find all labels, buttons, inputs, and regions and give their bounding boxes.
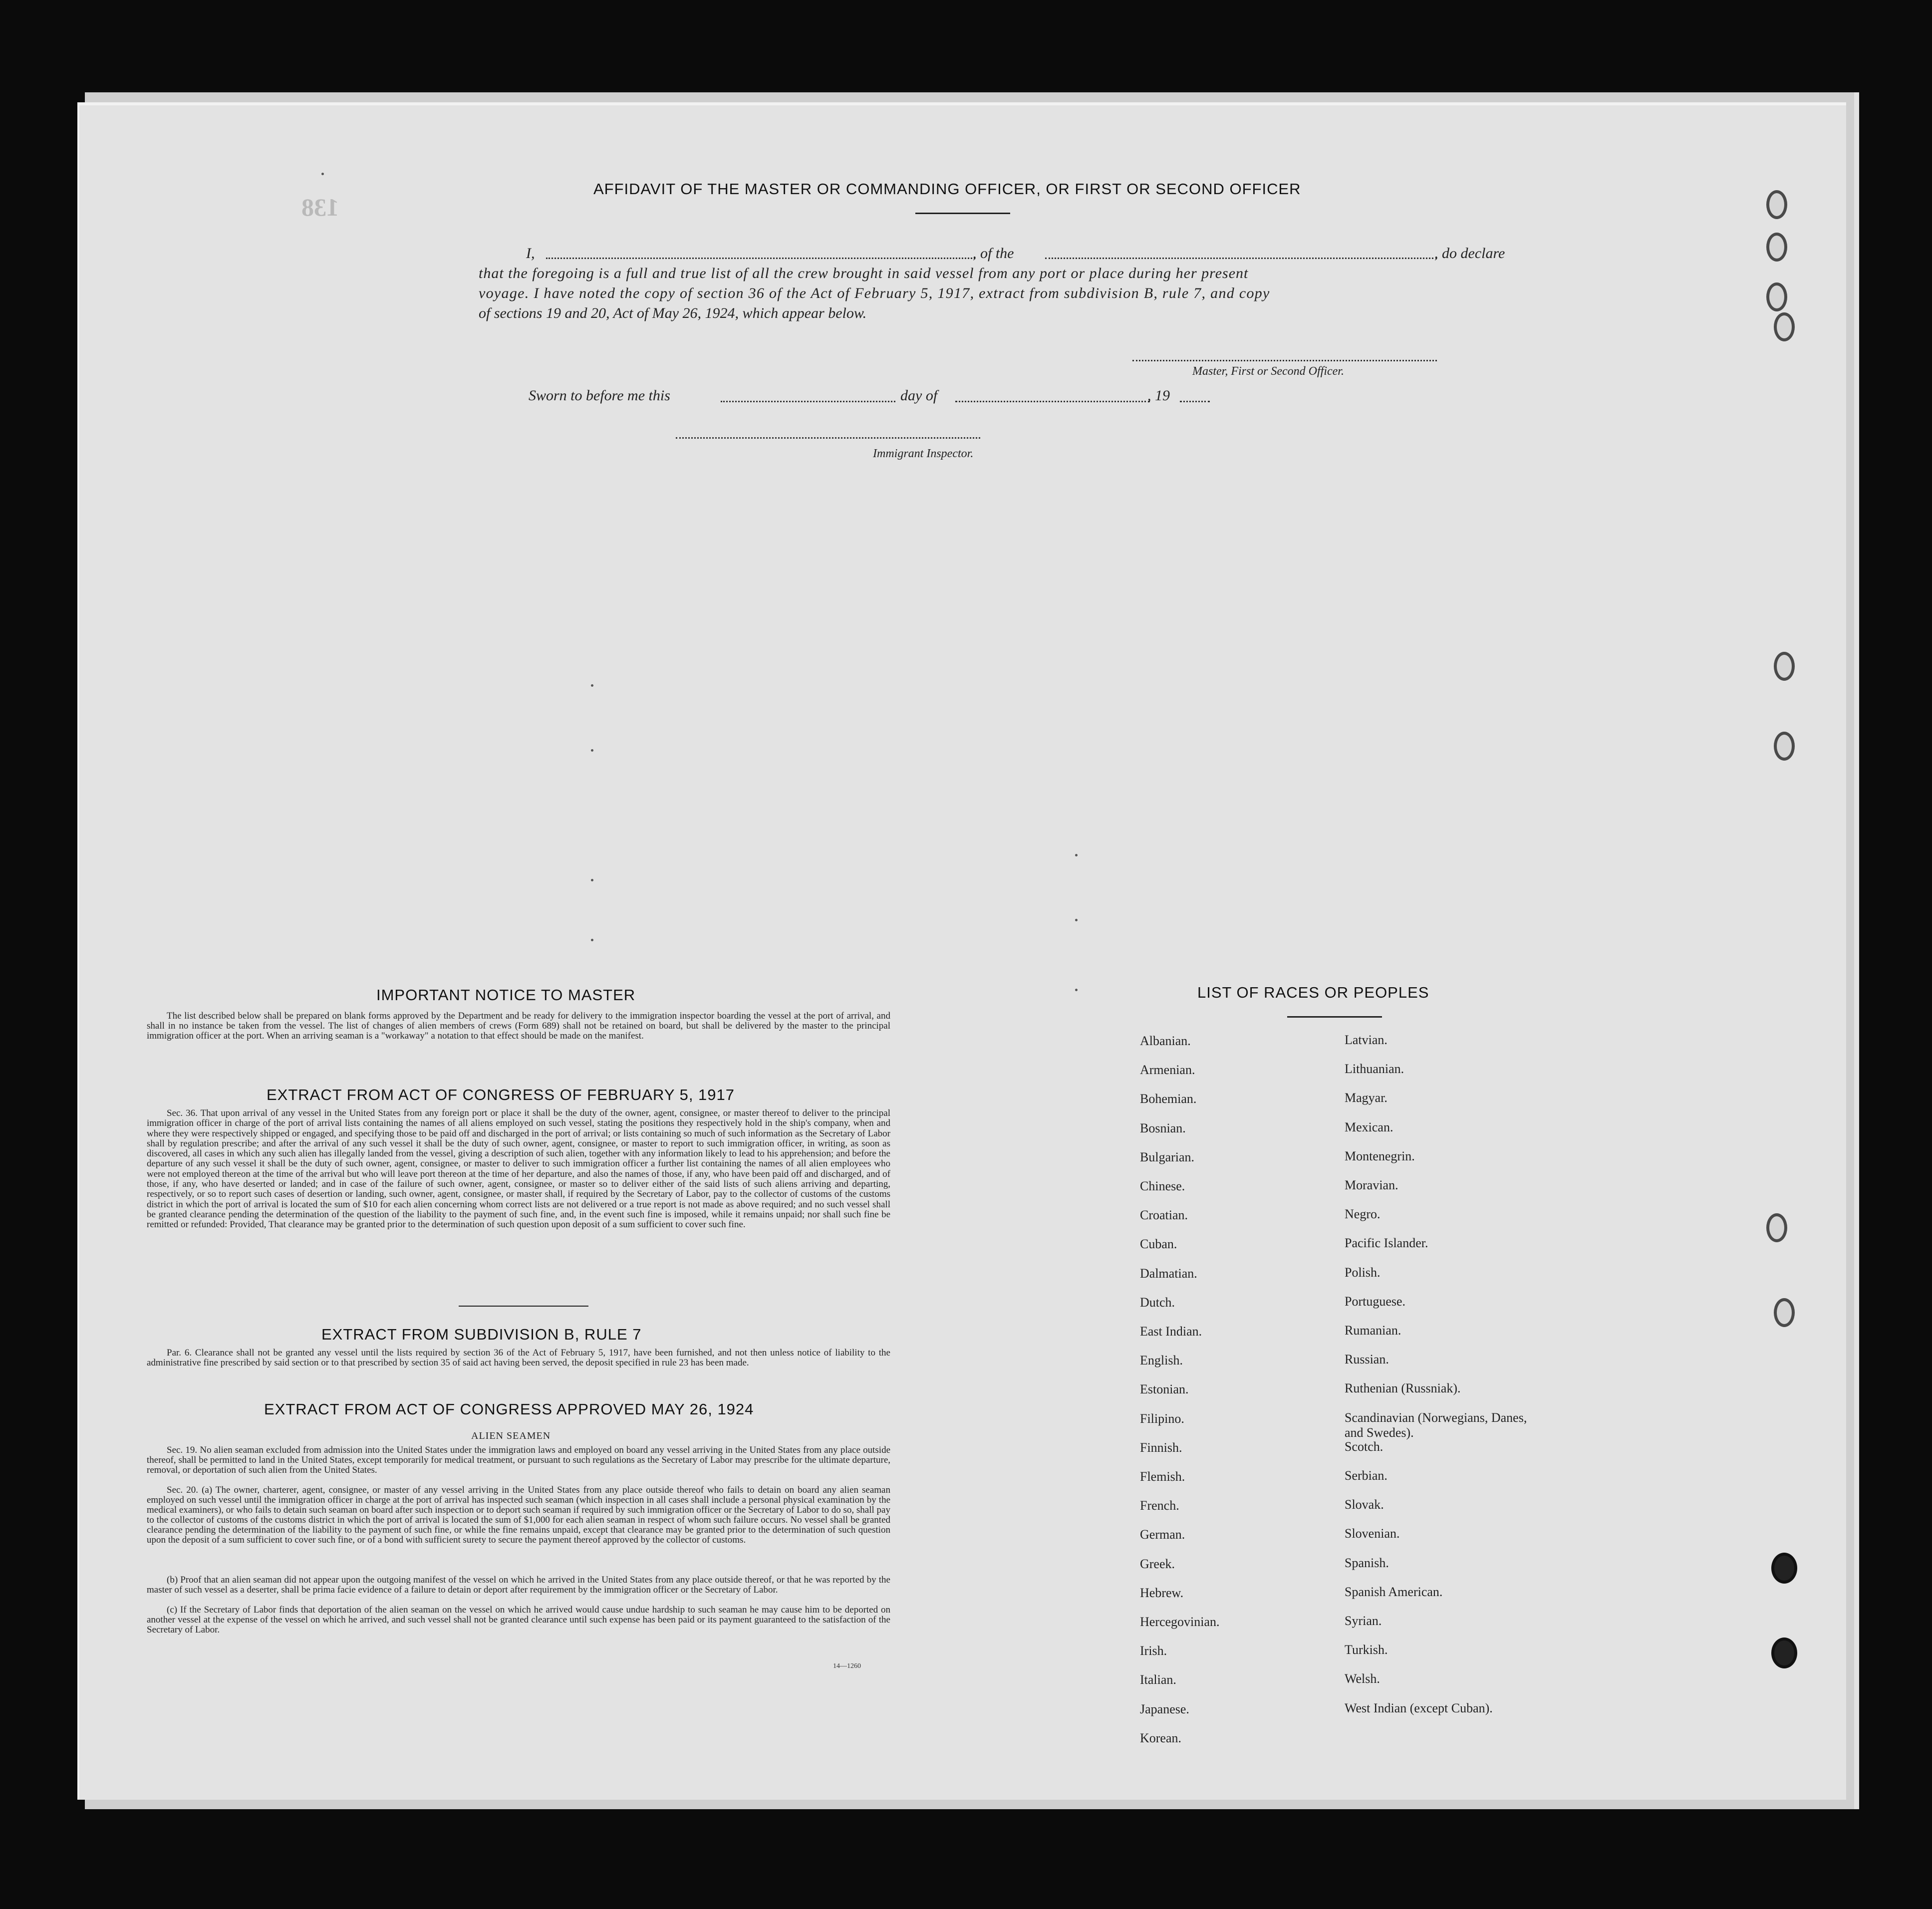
- speck: [591, 684, 593, 687]
- race-item: Flemish.: [1140, 1469, 1185, 1484]
- affidavit-title-rule: [915, 213, 1010, 214]
- race-item: Slovenian.: [1345, 1526, 1400, 1541]
- affidavit-name-blank: [546, 258, 975, 259]
- affidavit-do-declare: , do declare: [1434, 245, 1505, 262]
- speck: [591, 879, 593, 881]
- race-item: Greek.: [1140, 1556, 1175, 1571]
- race-item: French.: [1140, 1498, 1179, 1513]
- sworn-day-blank: [721, 401, 895, 402]
- race-item: Spanish American.: [1345, 1584, 1443, 1599]
- speck: [1075, 989, 1078, 991]
- race-item: Portuguese.: [1345, 1294, 1406, 1309]
- notice-text: The list described below shall be prepared on blank forms approved by the Department and be ready for delivery to the immigration inspector boarding the vessel at the port of arrival, and shall in no instance be taken from the vessel. The list of changes of alien members of crews (Form 689) shall not be retained on board, but shall be delivered by the master to the principal immigration officer at the port. When an arriving seaman is a "workaway" a notation to that effect should be made on the manifest.: [147, 1011, 890, 1041]
- notice-title: IMPORTANT NOTICE TO MASTER: [376, 986, 636, 1004]
- affidavit-body-line1: that the foregoing is a full and true list of all the crew brought in said vessel from any port or place during her present: [479, 265, 1249, 281]
- rule7-text: Par. 6. Clearance shall not be granted any vessel until the lists required by section 36 of the Act of February 5, 1917, have been furnished, and not then unless notice of liability to the administrative fine prescribed by said section or to that prescribed by section 35 of said act having been served, the deposit specified in rule 23 has been made.: [147, 1348, 890, 1368]
- race-item: Moravian.: [1345, 1178, 1398, 1192]
- race-item: Ruthenian (Russniak).: [1345, 1381, 1461, 1396]
- race-item: Negro.: [1345, 1207, 1380, 1222]
- race-item: Bohemian.: [1140, 1091, 1197, 1106]
- punch-hole: [1774, 1298, 1795, 1327]
- race-item: Hebrew.: [1140, 1585, 1184, 1600]
- punch-hole: [1774, 312, 1795, 341]
- speck: [591, 749, 593, 752]
- punch-hole: [1766, 233, 1787, 262]
- race-item: Albanian.: [1140, 1034, 1191, 1048]
- race-item: Irish.: [1140, 1643, 1167, 1658]
- extract-1917-title: EXTRACT FROM ACT OF CONGRESS OF FEBRUARY 5, 1917: [267, 1086, 735, 1103]
- extract-1924-subtitle: ALIEN SEAMEN: [471, 1430, 551, 1441]
- punch-hole: [1771, 1553, 1797, 1584]
- races-title-rule: [1287, 1016, 1382, 1018]
- race-item: Pacific Islander.: [1345, 1236, 1428, 1251]
- race-item: Magyar.: [1345, 1091, 1387, 1105]
- race-item: Croatian.: [1140, 1208, 1188, 1223]
- rule7-title: EXTRACT FROM SUBDIVISION B, RULE 7: [321, 1326, 642, 1343]
- race-item: Japanese.: [1140, 1701, 1189, 1716]
- race-item: Dutch.: [1140, 1295, 1175, 1310]
- race-item: Cuban.: [1140, 1237, 1177, 1252]
- speck: [591, 939, 593, 941]
- extract-1924-title: EXTRACT FROM ACT OF CONGRESS APPROVED MAY 26, 1924: [264, 1400, 754, 1418]
- race-item: Hercegovinian.: [1140, 1615, 1220, 1629]
- race-item: Lithuanian.: [1345, 1062, 1404, 1077]
- speck: [1075, 919, 1078, 921]
- form-number: 14—1260: [833, 1662, 861, 1670]
- race-item: Bosnian.: [1140, 1120, 1186, 1135]
- race-item: Italian.: [1140, 1672, 1176, 1687]
- sworn-prefix: Sworn to before me this: [529, 387, 670, 404]
- race-item: Scandinavian (Norwegians, Danes, and Swedes).: [1345, 1410, 1527, 1440]
- extract-1917-end-rule: [459, 1306, 588, 1307]
- sworn-day-of: day of: [900, 387, 938, 404]
- race-item: Armenian.: [1140, 1063, 1195, 1078]
- race-item: Latvian.: [1345, 1033, 1387, 1047]
- sec20b-text: (b) Proof that an alien seaman did not appear upon the outgoing manifest of the vessel on which he arrived in the United States from any place outside thereof, or that he was reported by the master of such vessel as a deserter, shall be prima facie evidence of a failure to detain or deport after requirement by the immigration officer or the Secretary of Labor.: [147, 1575, 890, 1595]
- affidavit-vessel-blank: [1045, 258, 1437, 259]
- race-item: Slovak.: [1345, 1497, 1384, 1512]
- affidavit-body-line3: of sections 19 and 20, Act of May 26, 1924, which appear below.: [479, 305, 867, 321]
- sworn-year-blank: [1180, 401, 1210, 402]
- races-title: LIST OF RACES OR PEOPLES: [1197, 984, 1429, 1001]
- race-item: Welsh.: [1345, 1671, 1380, 1686]
- race-item: Syrian.: [1345, 1614, 1382, 1628]
- race-item: Finnish.: [1140, 1440, 1182, 1455]
- master-signature-caption: Master, First or Second Officer.: [1192, 365, 1344, 378]
- race-item: West Indian (except Cuban).: [1345, 1700, 1493, 1715]
- race-item: Scotch.: [1345, 1439, 1383, 1454]
- race-item: Estonian.: [1140, 1382, 1189, 1397]
- speck: [1075, 854, 1078, 856]
- inspector-signature-blank: [676, 437, 980, 439]
- extract-1917-text: Sec. 36. That upon arrival of any vessel in the United States from any foreign port or place it shall be the duty of the owner, agent, consignee, or master thereof to deliver to the principal immigration officer in charge of the port of arrival lists containing the names of all aliens employed on such vessel, stating the positions they respectively hold in the ship's company, when and where they were respectively shipped or engaged, and specifying those to be paid off and discharged in the port of arrival; or lists containing so much of such information as the Secretary of Labor shall by regulation prescribe; and after the arrival of any such vessel it shall be the duty of such owner, agent, consignee, or master to report to such immigration officer, in writing, as soon as discovered, all cases in which any such alien has illegally landed from the vessel, giving a description of such alien, together with any information likely to lead to his apprehension; and before the departure of any such vessel it shall be the duty of such owner, agent, consignee, or master to deliver to such immigration officer a further list containing the names of all alien employees who were not employed thereon at the time of the arrival but who will leave port thereon at the time of her departure, and also the names of those, if any, who have been paid off and discharged, and of those, if any, who have deserted or landed; and in case of the failure of such owner, agent, consignee, or master so to deliver either of the said lists of such aliens arriving and departing, respectively, or so to report such cases of desertion or landing, such owner, agent, consignee, or master shall, if required by the Secretary of Labor, pay to the collector of customs of the customs district in which the port of arrival is located the sum of $10 for each alien concerning whom correct lists are not delivered or a true report is not made as above required; and no such vessel shall be granted clearance pending the determination of the question of the liability to the payment of such fine, and, in the event such fine is imposed, while it remains unpaid; nor shall such fine be remitted or refunded: Provided, That clearance may be granted prior to the determination of such question upon deposit of a sum sufficient to cover such fine.: [147, 1108, 890, 1230]
- race-item: Korean.: [1140, 1730, 1182, 1745]
- race-item: Dalmatian.: [1140, 1266, 1197, 1281]
- speck: [321, 173, 324, 175]
- race-item: East Indian.: [1140, 1324, 1202, 1339]
- punch-hole: [1774, 732, 1795, 761]
- punch-hole: [1771, 1637, 1797, 1668]
- race-item: Montenegrin.: [1345, 1148, 1415, 1163]
- affidavit-of-the-label: , of the: [973, 245, 1014, 262]
- affidavit-i-label: I,: [526, 245, 535, 262]
- sec19-text: Sec. 19. No alien seaman excluded from admission into the United States under the immigration laws and employed on board any vessel arriving in the United States from any place outside thereof, shall be permitted to land in the United States, except temporarily for medical treatment, or pursuant to such regulations as the Secretary of Labor may prescribe for the ultimate departure, removal, or deportation of such alien from the United States.: [147, 1445, 890, 1475]
- race-item: Filipino.: [1140, 1411, 1184, 1426]
- race-item: Spanish.: [1345, 1555, 1389, 1570]
- race-item: Russian.: [1345, 1352, 1389, 1367]
- race-item: Polish.: [1345, 1265, 1380, 1280]
- master-signature-blank: [1132, 360, 1437, 361]
- race-item: Rumanian.: [1345, 1323, 1401, 1338]
- sec20c-text: (c) If the Secretary of Labor finds that deportation of the alien seaman on the vessel on which he arrived would cause undue hardship to such seaman he may cause him to be deported on another vessel at the expense of the vessel on which he arrived, and such vessel shall not be granted clearance until such expense has been paid or its payment guaranteed to the satisfaction of the Secretary of Labor.: [147, 1605, 890, 1635]
- affidavit-title: AFFIDAVIT OF THE MASTER OR COMMANDING OFFICER, OR FIRST OR SECOND OFFICER: [593, 180, 1301, 198]
- race-item: English.: [1140, 1353, 1183, 1368]
- punch-hole: [1766, 190, 1787, 219]
- affidavit-body-line2: voyage. I have noted the copy of section 36 of the Act of February 5, 1917, extract from subdivision B, rule 7, and copy: [479, 285, 1270, 301]
- punch-hole: [1774, 652, 1795, 681]
- race-item: Mexican.: [1345, 1119, 1393, 1134]
- inspector-caption: Immigrant Inspector.: [873, 447, 974, 460]
- sec20a-text: Sec. 20. (a) The owner, charterer, agent, consignee, or master of any vessel arriving in the United States from any place outside thereof who fails to detain on board any alien seaman employed on such vessel until the immigration officer in charge at the port of arrival has inspected such seaman (which inspection in all cases shall include a personal physical examination by the medical examiners), or who fails to detain such seaman on board after such inspection or to deport such seaman if required by such immigration officer or the Secretary of Labor to do so, shall pay to the collector of customs of the customs district in which the port of arrival is located the sum of $1,000 for each alien seaman in respect of whom such failure occurs. No vessel shall be granted clearance pending the determination of the liability to the payment of such fine, or while the fine remains unpaid, except that clearance may be granted prior to the determination of such question upon the deposit of a sum sufficient to cover such fine, or of a bond with sufficient surety to secure the payment thereof approved by the collector of customs.: [147, 1485, 890, 1545]
- punch-hole: [1766, 282, 1787, 311]
- punch-hole: [1766, 1213, 1787, 1242]
- sworn-month-blank: [955, 401, 1150, 402]
- race-item: Chinese.: [1140, 1179, 1185, 1193]
- document-page: [77, 102, 1846, 1800]
- race-item: German.: [1140, 1527, 1185, 1542]
- race-item: Turkish.: [1345, 1642, 1388, 1657]
- sworn-year-prefix: , 19: [1147, 387, 1170, 404]
- race-item: Bulgarian.: [1140, 1149, 1195, 1164]
- race-item: Serbian.: [1345, 1468, 1387, 1483]
- bleed-through-page-number: 138: [301, 193, 339, 221]
